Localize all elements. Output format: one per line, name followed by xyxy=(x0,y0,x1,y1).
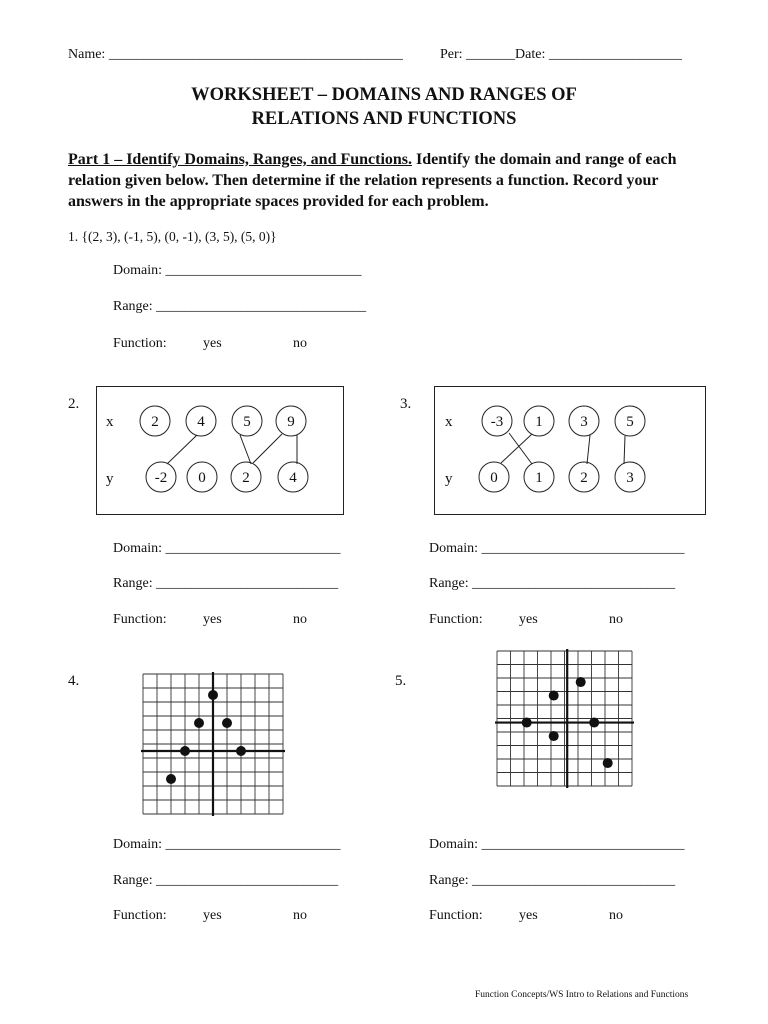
p3-x-value: 3 xyxy=(580,414,588,430)
part1-instruction-text: Identify the domain and range of each relation given below. Then determine if the relation represents a function. Record your answers in the appropriate spaces provided for each problem. xyxy=(68,151,677,210)
problem5-plotted-point xyxy=(603,758,613,768)
p3-mapping-line xyxy=(587,435,590,464)
problem3-mapping-box xyxy=(434,386,706,515)
problem2-function-label: Function: xyxy=(113,612,167,627)
problem5-plotted-point xyxy=(589,718,599,728)
problem2-mapping-box xyxy=(96,386,344,515)
problem2-yes-option[interactable]: yes xyxy=(203,612,222,627)
part1-instructions xyxy=(68,149,708,212)
p3-mapping-line xyxy=(501,434,532,463)
p3-y-value: 2 xyxy=(580,470,588,486)
problem4-number: 4. xyxy=(68,673,80,689)
problem4-yes-option[interactable]: yes xyxy=(203,908,222,923)
problem1-range-blank[interactable]: Range: ______________________________ xyxy=(113,299,367,314)
problem5-coordinate-grid xyxy=(496,649,636,794)
p3-y-value: 1 xyxy=(535,470,543,486)
problem2-range-blank[interactable]: Range: __________________________ xyxy=(113,576,339,591)
problem3-number: 3. xyxy=(400,396,412,412)
p2-x-value: 9 xyxy=(287,414,295,430)
problem4-plotted-point xyxy=(236,746,246,756)
problem4-plotted-point xyxy=(208,690,218,700)
problem1-no-option[interactable]: no xyxy=(293,336,307,351)
p3-y-value: 0 xyxy=(490,470,498,486)
p2-mapping-line xyxy=(253,434,282,463)
problem3-yes-option[interactable]: yes xyxy=(519,612,538,627)
p3-mapping-line xyxy=(624,436,625,464)
problem1-yes-option[interactable]: yes xyxy=(203,336,222,351)
problem1-statement: 1. {(2, 3), (-1, 5), (0, -1), (3, 5), (5, 0)} xyxy=(68,229,277,244)
problem4-domain-blank[interactable]: Domain: _________________________ xyxy=(113,837,341,852)
problem4-plotted-point xyxy=(166,774,176,784)
problem4-function-label: Function: xyxy=(113,908,167,923)
problem5-domain-blank[interactable]: Domain: _____________________________ xyxy=(429,837,685,852)
problem5-plotted-point xyxy=(549,691,559,701)
p3-x-value: -3 xyxy=(490,414,504,430)
problem3-domain-blank[interactable]: Domain: _____________________________ xyxy=(429,541,685,556)
problem2-no-option[interactable]: no xyxy=(293,612,307,627)
p3-x-value: 1 xyxy=(535,414,543,430)
p2-y-value: 2 xyxy=(242,470,250,486)
problem1-domain-blank[interactable]: Domain: ____________________________ xyxy=(113,263,362,278)
p2-y-value: 0 xyxy=(198,470,206,486)
problem5-number: 5. xyxy=(395,673,407,689)
p2-x-value: 5 xyxy=(243,414,251,430)
problem2-y-label: y xyxy=(106,471,114,487)
page-footer: Function Concepts/WS Intro to Relations and Functions xyxy=(475,990,689,1000)
problem3-range-blank[interactable]: Range: _____________________________ xyxy=(429,576,676,591)
problem5-function-label: Function: xyxy=(429,908,483,923)
problem3-function-label: Function: xyxy=(429,612,483,627)
p2-y-value: -2 xyxy=(154,470,168,486)
problem4-plotted-point xyxy=(180,746,190,756)
period-date-field-label: Per: _______Date: ___________________ xyxy=(440,47,682,62)
problem4-no-option[interactable]: no xyxy=(293,908,307,923)
problem5-range-blank[interactable]: Range: _____________________________ xyxy=(429,873,676,888)
problem5-plotted-point xyxy=(549,731,559,741)
problem3-mapping-diagram xyxy=(435,387,707,516)
problem1-function-label: Function: xyxy=(113,336,167,351)
problem2-mapping-diagram xyxy=(97,387,345,516)
problem5-yes-option[interactable]: yes xyxy=(519,908,538,923)
name-field-label: Name: __________________________________________ xyxy=(68,47,403,62)
problem5-plotted-point xyxy=(576,677,586,687)
p3-y-value: 3 xyxy=(626,470,634,486)
problem4-coordinate-grid xyxy=(141,672,286,822)
problem2-domain-blank[interactable]: Domain: _________________________ xyxy=(113,541,341,556)
problem3-y-label: y xyxy=(445,471,453,487)
problem4-range-blank[interactable]: Range: __________________________ xyxy=(113,873,339,888)
problem2-number: 2. xyxy=(68,396,80,412)
problem4-plotted-point xyxy=(222,718,232,728)
p2-mapping-line xyxy=(167,435,197,464)
p2-x-value: 2 xyxy=(151,414,159,430)
problem5-no-option[interactable]: no xyxy=(609,908,623,923)
problem3-no-option[interactable]: no xyxy=(609,612,623,627)
worksheet-title-line1: WORKSHEET – DOMAINS AND RANGES OF xyxy=(191,85,577,105)
problem2-x-label: x xyxy=(106,414,114,430)
p2-x-value: 4 xyxy=(197,414,205,430)
p3-x-value: 5 xyxy=(626,414,634,430)
p2-mapping-line xyxy=(240,435,251,464)
problem4-plotted-point xyxy=(194,718,204,728)
problem5-plotted-point xyxy=(522,718,532,728)
p2-y-value: 4 xyxy=(289,470,297,486)
worksheet-title-line2: RELATIONS AND FUNCTIONS xyxy=(251,109,517,129)
problem3-x-label: x xyxy=(445,414,453,430)
part1-heading: Part 1 – Identify Domains, Ranges, and Functions. xyxy=(68,151,413,168)
